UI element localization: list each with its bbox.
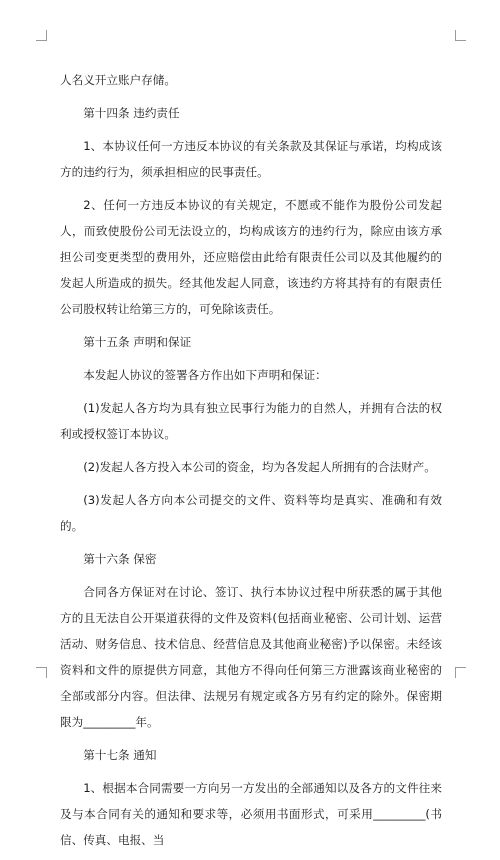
article-15-intro: 本发起人协议的签署各方作出如下声明和保证： xyxy=(83,368,327,382)
article-14-clause-1: 1、本协议任何一方违反本协议的有关条款及其保证与承诺，均构成该方的违约行为，须承担相应的民事责任。 xyxy=(60,139,442,179)
crop-mark-top-right xyxy=(455,30,466,41)
article-15-item-3: (3)发起人各方向本公司提交的文件、资料等均是真实、准确和有效的。 xyxy=(60,493,442,533)
article-17-heading: 第十七条 通知 xyxy=(83,748,157,762)
paragraph-continuation: 人名义开立账户存储。 xyxy=(60,73,176,87)
article-15-item-2: (2)发起人各方投入本公司的资金，均为各发起人所拥有的合法财产。 xyxy=(83,460,436,474)
article-16-heading: 第十六条 保密 xyxy=(83,552,157,566)
document-body xyxy=(60,67,442,860)
article-14-clause-2: 2、任何一方违反本协议的有关规定，不愿或不能作为股份公司发起人，而致使股份公司无法设立的，均构成该方的违约行为，除应由该方承担公司变更类型的费用外，还应赔偿由此给有限责任公司以及其他履约的发起人所造成的损失。经其他发起人同意，该违约方将其持有的有限责任公司股权转让给第三方的，可免除该责任。 xyxy=(60,198,442,316)
article-15-heading: 第十五条 声明和保证 xyxy=(83,335,192,349)
article-17-clause-1: 1、根据本合同需要一方向另一方发出的全部通知以及各方的文件往来及与本合同有关的通知和要求等，必须用书面形式，可采用_________(书信、传真、电报、当 xyxy=(60,781,442,847)
article-14-heading: 第十四条 违约责任 xyxy=(83,106,180,120)
article-15-item-1: (1)发起人各方均为具有独立民事行为能力的自然人，并拥有合法的权利或授权签订本协议。 xyxy=(60,401,442,441)
article-16-body: 合同各方保证对在讨论、签订、执行本协议过程中所获悉的属于其他方的且无法自公开渠道获得的文件及资料(包括商业秘密、公司计划、运营活动、财务信息、技术信息、经营信息及其他商业秘密)予以保密。未经该资料和文件的原提供方同意，其他方不得向任何第三方泄露该商业秘密的全部或部分内容。但法律、法规另有规定或各方另有约定的除外。保密期限为_________年。 xyxy=(60,585,442,729)
crop-mark-bottom-left xyxy=(36,667,47,678)
crop-mark-bottom-right xyxy=(455,667,466,678)
crop-mark-top-left xyxy=(36,30,47,41)
